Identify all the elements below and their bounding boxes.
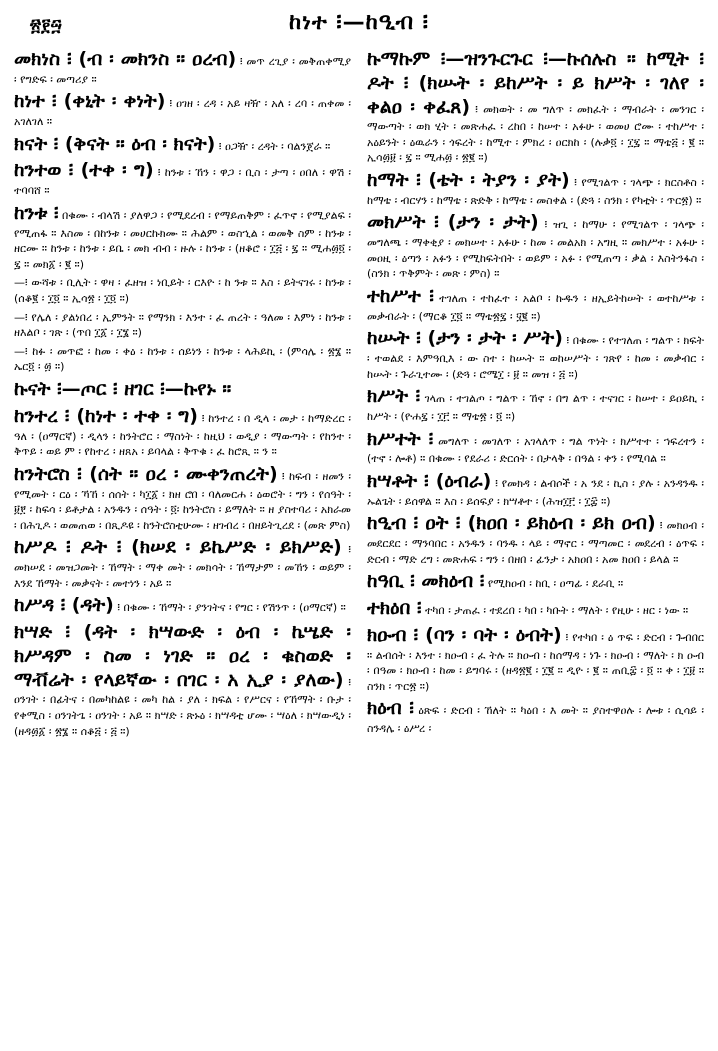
page-number: ፳፻፵ [30, 16, 63, 36]
entry-definition: ፧ መክወት ፡ መ ግለጥ ፡ መክፈት ፡ ማብራት ፡ መንገር ፡ ማውጣት ፡ ወክ ሂት ፡ መጽሐፈ ፡ ረከበ ፡ ከሠተ ፡ አፉሁ ፡ ወመሀ ሮሙ ፡ ተከሥተ ፡ አዕይንት ፡ ዕዉራን ፡ ጎፍረት ፡ ከሚተ ፡ ምክረ ፡ ዐርክከ ፡ (ሉቃ፬ ፡ ፲፯ ። ማቴ፭ ፡ ፪ ። ኢሳ፴፱ ፡ ፯ ። ሚሐ፴ ፡ ፳፪ ።) [367, 102, 704, 165]
two-column-body [14, 48, 704, 1044]
entry-definition: ፧ ዝጊ ፡ ከማሁ ፡ የሚገልጥ ፡ ገላጭ ፡ መግለጫ ፡ ማቀቂያ ፡ መክሠተ ፡ አፉሁ ፡ ከመ ፡ መልአክ ፡ አግዚ ። መክሥተ ፡ አፉሁ ፡ መዐዚ ፡ ዕጣን ፡ አፉን ፡ የሚከፍትበት ፡ ወይም ፡ አፉ ፡ የሚጠጣ ፡ ቃል ፡ እስትንፋስ ፡ (ስንክ ፡ ጥቅምት ፡ መጽ ፡ ምስ) ። [367, 218, 704, 281]
entry-definition: ፧ ከንቱ ፡ ኸን ፡ ዋጋ ፡ ቢስ ፡ ታጣ ፡ ዐበለ ፡ ዋሽ ፡ ተባባሸ ። [14, 166, 351, 198]
entry-definition: የሚከዐብ ፡ ከቢ ፡ ዐጣፊ ፡ ደራቢ ። [487, 577, 624, 591]
entry-definition: ዕጽፍ ፡ ድርብ ፡ ኸለት ። ካዕበ ፡ እ መት ። ያስተዋዐሉ ፡ ሎቱ ፡ ሲሳይ ፡ ስንዳሌ ፡ ዕሥረ ፡ [367, 704, 704, 736]
dictionary-entry [367, 428, 704, 467]
entry-headword: ከንቱ ፧ [14, 201, 59, 224]
entry-headword: ከዒብ ፧ ዐት ፧ (ክዐበ ፡ ይክዕብ ፡ ይክ ዐብ) [367, 512, 656, 535]
entry-definition: ተካበ ፡ ታጠፈ ፡ ተደረበ ፡ ካበ ፡ ካቡት ፡ ማለት ፡ የዚሁ ፡ ዘር ፡ ነው ። [424, 604, 689, 618]
dictionary-entry [14, 463, 351, 534]
entry-definition: መግለጥ ፡ መገለጥ ፡ አገላለጥ ፡ ግል ጥነት ፡ ክሥተተ ፡ ኀፍረተን ፡ (ተኖ ፡ ሎቶ) ። በቁሙ ፡ የደራሪ ፡ ድርሰት ፡ በታላቅ ፡ በዓል ፡ ቀን ፡ የሚባል ። [367, 434, 704, 466]
dictionary-entry [14, 621, 351, 739]
dictionary-entry [14, 310, 351, 341]
dictionary-entry [367, 570, 704, 594]
entry-headword: መክነስ ፧ (ብ ፡ መክንስ ። ዐረብ) [14, 48, 237, 70]
dictionary-entry [367, 385, 704, 424]
dictionary-entry [367, 285, 704, 324]
entry-headword: ክዑብ ፧ (ባን ፡ ባት ፡ ዕብት) [367, 623, 562, 646]
dictionary-entry [14, 202, 351, 273]
entry-definition: ፧ ከፍብ ፡ ዘመን ፡ የሚመት ፡ ርዕ ፡ ኻኸ ፡ ሰሰት ፡ ካ፲፩ ፡ ክዘ ሮበ ፡ ባለመርሐ ፡ ዕወሮት ፡ ግን ፡ የሰዓት ፡ ፱፻ ፡ ከፍሳ ፡ ይቶታል ፡ አንዱን ፡ ሰዓት ፡ ፬፡ ከንትሮስ ፡ ይማለት ። ዘ ያስተባሪ ፡ አክራመ ፡ በሕጊዶ ፡ ወመጠወ ፡ በጺዶዩ ፡ ከንትሮስቲሁሙ ፡ ዘገብረ ፡ በዘይትጊረደ ፡ (መጽ ምስ) [14, 469, 351, 532]
dictionary-entry [14, 536, 351, 591]
entry-definition: ፧ የሚገልጥ ፡ ገላጭ ፡ ክርስቶስ ፡ ከማቴ ፡ ብርሃን ፡ ከማቴ ፡ ጽድቅ ፡ ከማቴ ፡ መስቀል ፡ (ድጓ ፡ ስንክ ፡ የካቲት ፡ ጥር፳) ። [367, 176, 704, 207]
entry-headword: ከንትሮስ ፧ (ሰት ። ዐረ ፡ ሙቀንጠረት) [14, 462, 278, 485]
entry-definition: —፧ ከፉ ፡ መጥፎ ፡ ከመ ፡ ቀዕ ፡ ከንቱ ፡ ሰይነን ፡ ከንቱ ፡ ላሕይኪ ፡ (ምሳሌ ፡ ፳፮ ። ኤር፬ ፡ ፴ ።) [14, 344, 351, 374]
dictionary-entry [367, 597, 704, 621]
entry-definition: ፧ ዐገዘ ፡ ረዳ ፡ አይ ዛዥ ፡ አለ ፡ ረባ ፡ ጠቀመ ፡ አገለገለ ። [14, 97, 351, 129]
entry-definition: —፧ የሌለ ፡ ያልነበረ ፡ ኢምንት ። የማንክ ፡ እንተ ፡ ፈ ጠረት ፡ ዓለመ ፡ እምነ ፡ ከንቱ ፡ ዘእልቦ ፡ ገጽ ፡ (ጥበ ፲፩ ፡ ፲፮ ።) [14, 310, 351, 340]
dictionary-entry [367, 169, 704, 208]
entry-headword: ክሣቶት ፧ (ዕብራ) [367, 470, 492, 493]
entry-definition: —፧ ውሻቱ ፡ ቢሊት ፡ ዋዛ ፡ ፈዘዝ ፡ ነቢይት ፡ ርእዮ ፡ ከ ንቱ ። እስ ፡ ይትናገሩ ፡ ከንቱ ፡ (ሰቆ፪ ፡ ፲፬ ። ኢሳ፳ ፡ ፲፬ ።) [14, 276, 351, 306]
dictionary-entry [367, 48, 704, 166]
entry-definition: ፧ የተካበ ፡ ዕ ጥፍ ፡ ድርብ ፡ ጉብበር ። ልብሰት ፡ እንተ ፡ ክዑብ ፡ ፈ ትሉ ። ክዑብ ፡ ከሰማዳ ፡ ነጉ ፡ ክዑብ ፡ ማለት ፡ ክ ዑብ ፡ በዓመ ፡ ክዑብ ፡ ከመ ፡ ይግባሩ ፡ (ዘዳ፳፪ ፡ ፲፪ ። ዲዮ ፡ ፪ ። ጠቢ፰ ፡ ፬ ። ቀ ፡ ፲፱ ። ስንክ ፡ ጥር፳ ።) [367, 630, 704, 693]
entry-headword: ክሥት ፧ [367, 385, 421, 408]
running-head: ከነተ ፧—ከዒብ ፧ [289, 10, 429, 35]
dictionary-entry [14, 48, 351, 87]
entry-definition: ተገለጠ ፡ ተከፈተ ፡ አልቦ ፡ ኩዱን ፡ ዘኢይትከሠት ፡ ወተከሥቱ ፡ መቃብራት ፡ (ማርቆ ፲፬ ። ማቴ፳፯ ፡ ፶፪ ።) [367, 292, 704, 323]
entry-headword: ክዕብ ፧ [367, 697, 414, 720]
dictionary-entry [367, 512, 704, 567]
right-column [367, 48, 704, 1044]
entry-headword: ከንተረ ፧ (ከነተ ፡ ተቀ ፡ ግ) [14, 404, 198, 427]
entry-headword: ከሥዶ ፧ ዶት ፧ (ክሠደ ፡ ይኬሥድ ፡ ይክሥድ) [14, 536, 342, 559]
dictionary-entry [367, 470, 704, 509]
entry-definition: ፧ መክሠደ ፡ መዝጋመት ፡ ኸማት ፡ ማቀ መት ፡ መክሳት ፡ ኸማታም ፡ መኸን ፡ ወይም ፡ እንደ ኸማት ፡ መቃናት ፡ መተነን ፡ አይ ። [14, 543, 351, 590]
entry-definition: ፧ ዐጋዥ ፡ ረዳት ፡ ባልንጀራ ። [218, 139, 331, 153]
entry-definition: ፧ በቁሙ ፡ የተገለጠ ፡ ግልጥ ፡ ክፍት ፡ ተወልደ ፡ እምዓቢእ ፡ ው ስተ ፡ ከሡት ። ወከሠሥት ፡ ገጽየ ፡ ከመ ፡ መቃብር ፡ ከሡት ፡ ጉራጊተሙ ፡ (ድጓ ፡ ሮሜ፲ ፡ ፱ ። መዝ ፡ ፭ ።) [367, 334, 704, 381]
dictionary-entry [367, 624, 704, 695]
entry-headword: ከንተወ ፧ (ተቀ ፡ ግ) [14, 159, 154, 182]
dictionary-entry [14, 90, 351, 129]
entry-headword: ከዓቢ ፧ መክዕብ ፧ [367, 570, 485, 593]
dictionary-entry [14, 594, 351, 618]
left-column [14, 48, 351, 1044]
dictionary-entry [14, 405, 351, 460]
entry-definition: ፧ ከንተረ ፡ በ ዲላ ፡ መታ ፡ ከማድረር ፡ ዓለ ፡ (ዐማርኛ) ፡ ዲላን ፡ ከንትሮር ፡ ማስነት ፡ ከዚህ ፡ ወዲያ ፡ ማውጣት ፡ የከንተ ፡ ቅጥይ ፡ ወይ ም ፡ የከተረ ፡ ዘጸአ ፡ ይባላል ፡ ቅጥቁ ፡ ፈ ከሮጺ ። ን ። [14, 411, 351, 459]
dictionary-entry [14, 159, 351, 198]
entry-definition: ገላጠ ፡ ተገልጦ ፡ ግልጥ ፡ ኸኖ ፡ በግ ልጥ ፡ ተናገር ፡ ከሠተ ፡ ይዐይኪ ፡ ከሥት ፡ (ዮሐ፯ ፡ ፲፫ ። ማቴ፳ ፡ ፬ ።) [367, 392, 704, 424]
entry-headword: ክሣድ ፧ (ዳት ፡ ክሣውድ ፡ ዕብ ፡ ኬሤድ ፡ ክሥዳም ፡ ስመ ፡ ነገድ ። ዐረ ፡ ቁስወድ ፡ ማቭሬት ፡ የላይኛው ፡ በገር ፡ አ ኢያ ፡ ያለው) [14, 621, 351, 691]
dictionary-entry [14, 275, 351, 306]
dictionary-entry [14, 378, 351, 402]
entry-headword: ከሥዳ ፧ (ዳት) [14, 594, 114, 617]
entry-headword: ኩማኩም ፧—ዝንጉርጉር ፧—ኩሰሉስ ። ከሚት ፧ ዶት ፧ (ክሡት ፡ ይከሥት ፡ ይ ክሥት ፡ ገለየ ፡ ቀልዐ ፡ ቀፈጸ) [367, 48, 704, 118]
entry-headword: ክሥተት ፧ [367, 427, 434, 450]
entry-headword: ከማት ፧ (ቴት ፡ ትያን ፡ ያት) [367, 169, 570, 192]
entry-definition: ፧ በቁሙ ፡ ኸማት ፡ ያንገትና ፡ የግር ፡ የሽንጥ ፡ (ዐማርኛ) ። [117, 601, 346, 615]
entry-headword: ከነተ ፧ (ቀኒት ፡ ቀነት) [14, 90, 166, 113]
page-header [14, 8, 704, 48]
dictionary-entry [367, 697, 704, 736]
entry-definition: በቁሙ ፡ ብላሽ ፡ ያለዋጋ ፡ የሚደረብ ፡ የማይጠቅም ፡ ፈጥኖ ፡ የሚያልፍ ፡ የሚጠፋ ። እስመ ፡ በከንቱ ፡ መሀርኩክሙ ። ሕልም ፡ ወስኂል ፡ ወመቅ ስም ፡ ከንቱ ፡ ዘርሙ ። ከንቱ ፡ ከንቱ ፡ ይቤ ፡ መክ ብብ ፡ ዙሉ ፡ ከንቱ ፡ (ዘቆሮ ፡ ፲፭ ፡ ፯ ። ሚሐ፴፬ ፡ ፯ ። መክ፩ ፡ ፪ ።) [14, 208, 351, 271]
entry-headword: ከሡት ፧ (ታን ፡ ታት ፡ ሥት) [367, 327, 563, 350]
dictionary-entry [367, 211, 704, 282]
entry-definition: ፧ የመክዳ ፡ ልብሶች ፡ አ ንደ ፡ ኪስ ፡ ያሉ ፡ አንዳንዱ ፡ ኡልጌት ፡ ይሰዋል ። እስ ፡ ይሰፍያ ፡ ክሣቶተ ፡ (ሕዝ፲፫ ፡ ፲፰ ።) [367, 477, 704, 508]
dictionary-entry [367, 327, 704, 382]
entry-headword: ክናት ፧ (ቅናት ። ዕብ ፡ ክናት) [14, 132, 216, 155]
entry-definition: ፧ መክዐብ ፡ መደርደር ፡ ማንባበር ፡ አንዱን ፡ ባንዱ ፡ ላይ ፡ ማኖር ፡ ማጣመር ፡ መደረብ ፡ ዕጥፍ ፡ ድርብ ፡ ማድ ረግ ፡ መጽሐፍ ፡ ግን ፡ በዘበ ፡ ፊንታ ፡ አክዐበ ፡ አመ ክዐበ ፡ ይላል ። [367, 519, 704, 566]
dictionary-entry [14, 133, 351, 157]
entry-headword: ኩናት ፧—ጦር ፧ ዘገር ፧—ኩየኑ ። [14, 378, 232, 401]
entry-definition: ፧ ዐንገት ፡ በፊትና ፡ በመካከልዩ ፡ መካ ከል ፡ ያለ ፡ ክፍል ፡ የሥርና ፡ የኸማት ፡ ቡታ ፡ የቀሚስ ፡ ዐንገትጌ ፡ ዐንገት ፡ አይ ። ክሣድ ፡ ጽኑዕ ፡ ክሣዳቲ ሆሙ ፡ ሣዕለ ፡ ክሣውዲነ ፡ (ዘዳ፴፩ ፡ ፳፮ ። ሰቆ፭ ፡ ፭ ።) [14, 675, 351, 738]
dictionary-entry [14, 344, 351, 375]
entry-headword: መክሥት ፧ (ታን ፡ ታት) [367, 211, 539, 234]
entry-headword: ተክዕበ ፧ [367, 597, 422, 620]
entry-definition: ፧ መጥ ረጊያ ፡ መቅጠቀሚያ ፡ የግድፍ ፡ መጣሪያ ። [14, 55, 351, 86]
entry-headword: ተከሥተ ፧ [367, 285, 434, 308]
